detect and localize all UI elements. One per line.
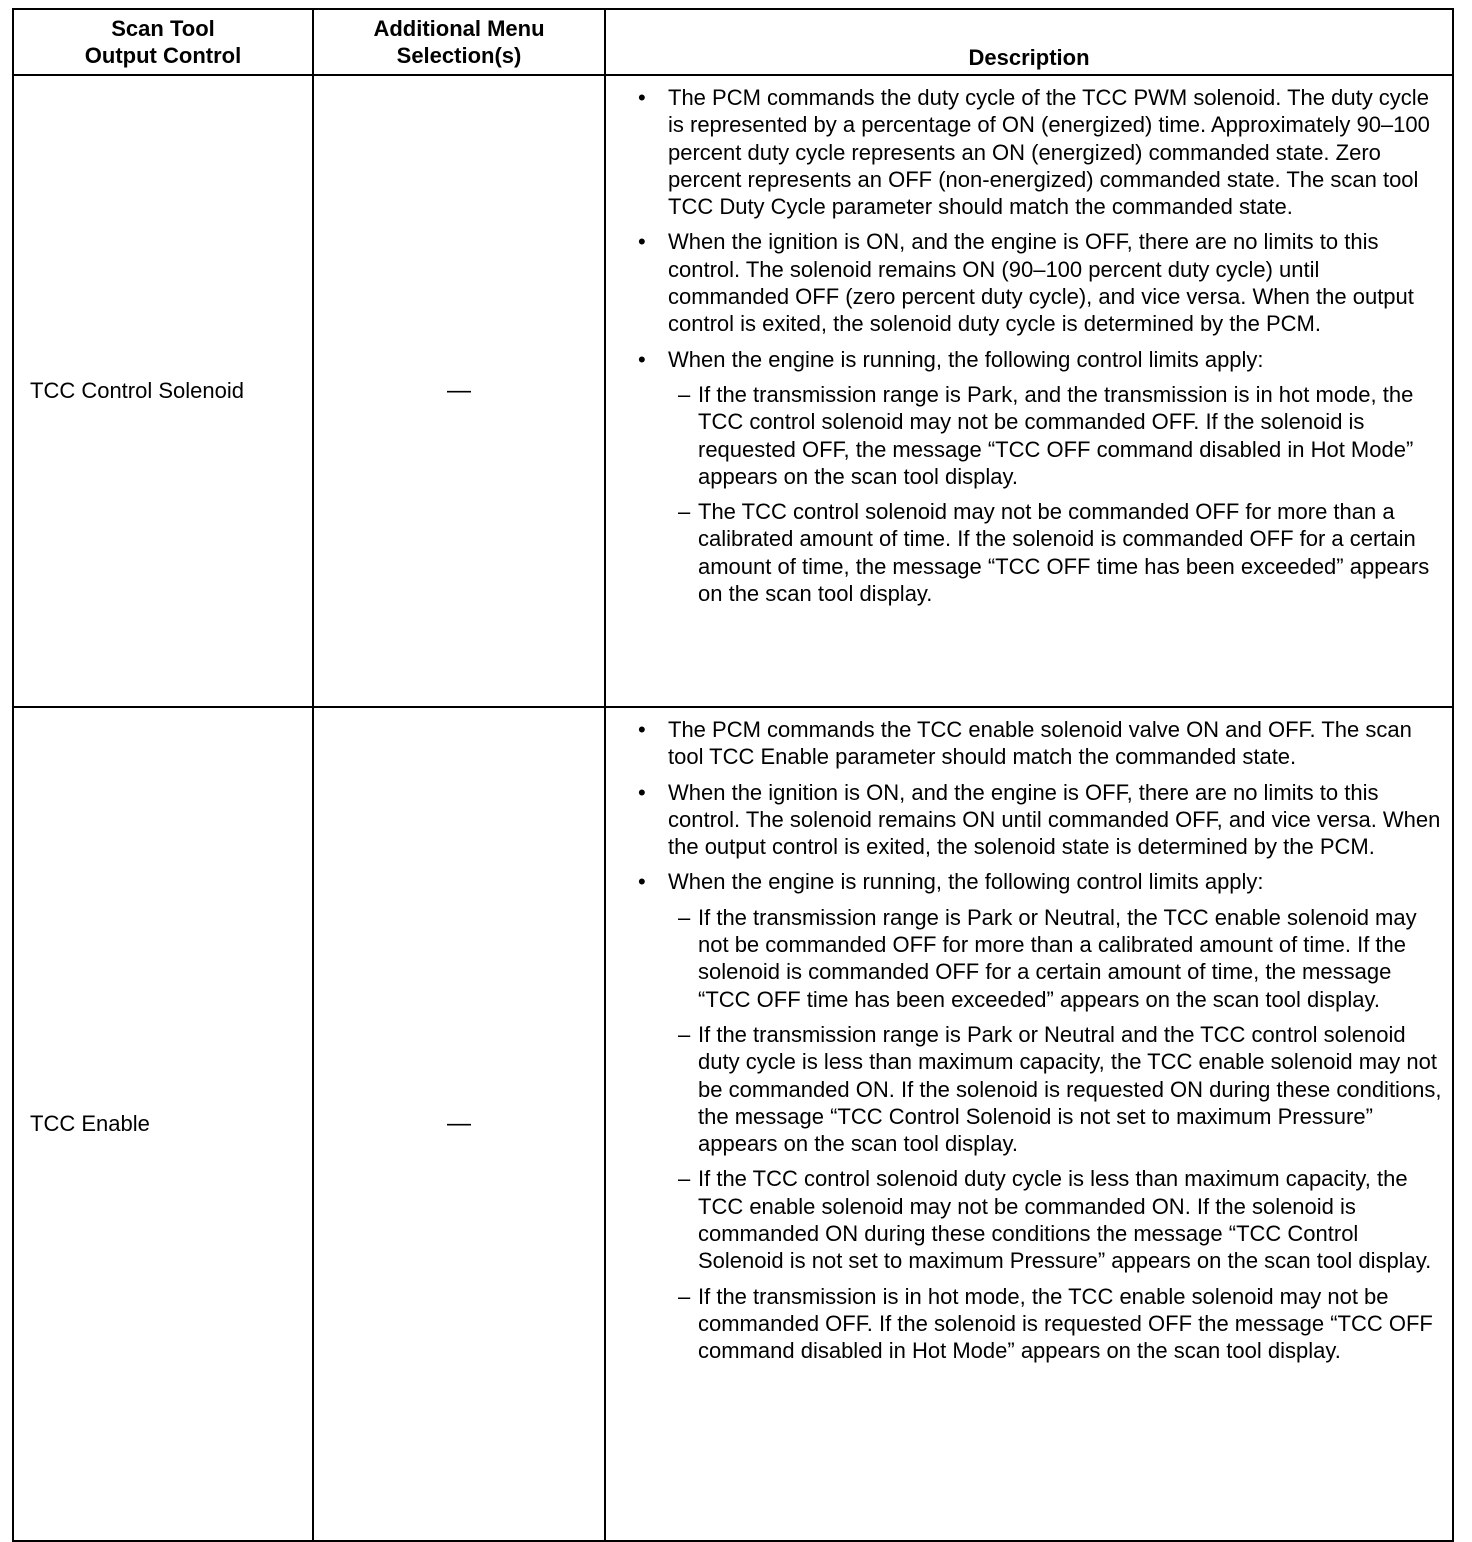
header-additional-menu-selections [313,9,605,75]
bullet-icon: • [638,85,646,110]
dash-icon: – [678,1283,691,1309]
dash-icon: – [678,1166,691,1192]
bullet-icon: • [638,717,646,742]
header-scan-tool-output-control [13,9,313,75]
header-description: Description [605,9,1453,75]
table-row [13,707,1453,1541]
bullet-text: When the engine is running, the following control limits apply: [668,346,1264,372]
description-cell [605,707,1453,1541]
bullet-icon: • [638,346,646,372]
header-menu-line2: Selection(s) [396,42,522,68]
sub-item-text: The TCC control solenoid may not be commanded OFF for more than a calibrated amount of time. If the solenoid is commanded OFF for a certain amount of time, the message “TCC OFF time has been exceeded” appears on the scan tool display. [698,499,1430,607]
menu-selection-cell: — [313,707,605,1541]
bullet-item [636,228,1442,337]
bullet-item [636,84,1442,220]
dash-icon: – [678,1021,691,1047]
sub-item-text: If the TCC control solenoid duty cycle is less than maximum capacity, the TCC enable solenoid may not be commanded ON. If the solenoid is commanded ON during these conditions the message “TCC Control Solenoid is not set to maximum Pressure” appears on the scan tool display. [698,1166,1432,1274]
table-row [13,75,1453,707]
dash-icon: – [678,499,691,525]
bullet-text: When the engine is running, the following control limits apply: [668,869,1264,895]
header-row [13,9,1453,75]
bullet-icon: • [638,869,646,895]
sub-item-text: If the transmission range is Park or Neutral and the TCC control solenoid duty cycle is less than maximum capacity, the TCC enable solenoid may not be commanded ON. If the solenoid is requested ON during these conditions, the message “TCC Control Solenoid is not set to maximum Pressure” appears on the scan tool display. [698,1021,1442,1157]
sub-item-list [668,904,1442,1365]
header-control-line2: Output Control [84,42,242,68]
bullet-item [636,716,1442,771]
output-control-table [12,8,1454,1542]
bullet-text: When the ignition is ON, and the engine is OFF, there are no limits to this control. The solenoid remains ON (90–100 percent duty cycle) until commanded OFF (zero percent duty cycle), and vice versa. When the output control is exited, the solenoid duty cycle is determined by the PCM. [668,229,1414,337]
sub-item [668,904,1442,1013]
bullet-text: When the ignition is ON, and the engine is OFF, there are no limits to this control. The solenoid remains ON until commanded OFF, and vice versa. When the output control is exited, the solenoid state is determined by the PCM. [668,779,1441,860]
description-bullet-list [636,84,1442,607]
sub-item-text: If the transmission is in hot mode, the TCC enable solenoid may not be commanded OFF. If the solenoid is requested OFF the message “TCC OFF command disabled in Hot Mode” appears on the scan tool display. [698,1283,1433,1364]
bullet-item [636,346,1442,608]
dash-icon: – [678,904,691,930]
sub-item [668,1283,1442,1365]
sub-item [668,1165,1442,1274]
bullet-text: The PCM commands the TCC enable solenoid valve ON and OFF. The scan tool TCC Enable parameter should match the commanded state. [668,717,1412,770]
description-cell [605,75,1453,707]
header-menu-line1: Additional Menu [373,15,545,41]
bullet-icon: • [638,779,646,805]
sub-item-text: If the transmission range is Park, and the transmission is in hot mode, the TCC control solenoid may not be commanded OFF. If the solenoid is requested OFF, the message “TCC OFF command disabled in Hot Mode” appears on the scan tool display. [698,381,1414,489]
bullet-item [636,868,1442,1364]
dash-icon: – [678,381,691,407]
header-control-line1: Scan Tool [111,15,215,41]
sub-item [668,1021,1442,1157]
control-name-cell: TCC Control Solenoid [13,75,313,707]
control-name-cell: TCC Enable [13,707,313,1541]
sub-item-list [668,381,1442,607]
bullet-icon: • [638,229,646,255]
sub-item [668,498,1442,607]
bullet-item [636,779,1442,861]
menu-selection-cell: — [313,75,605,707]
description-bullet-list [636,716,1442,1365]
sub-item-text: If the transmission range is Park or Neutral, the TCC enable solenoid may not be commanded OFF for more than a calibrated amount of time. If the solenoid is commanded OFF for a certain amount of time, the message “TCC OFF time has been exceeded” appears on the scan tool display. [698,904,1417,1012]
sub-item [668,381,1442,490]
bullet-text: The PCM commands the duty cycle of the TCC PWM solenoid. The duty cycle is represented by a percentage of ON (energized) time. Approximately 90–100 percent duty cycle represents an ON (energized) commanded state. Zero percent represents an OFF (non-energized) commanded state. The scan tool TCC Duty Cycle parameter should match the commanded state. [668,85,1430,220]
